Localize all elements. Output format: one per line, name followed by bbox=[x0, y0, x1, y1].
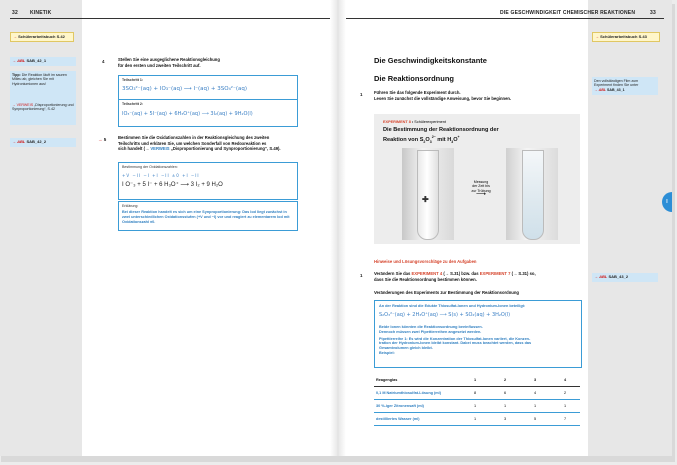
task-5-number: → 5 bbox=[98, 137, 107, 142]
reagents-table bbox=[374, 374, 580, 426]
film-hint-box[interactable]: Den vollständigen Film zum Experiment finden Sie unter → ABL SAB_43_1 bbox=[592, 77, 658, 95]
hints-heading: Hinweise und Lösungsvorschläge zu den Aufgaben bbox=[374, 259, 477, 264]
arrow-icon: → bbox=[12, 103, 16, 107]
arrow-icon: → bbox=[595, 34, 599, 39]
table-row: 0,1 M Natriumthiosulfat-Lösung (ml) 8 6 4 2 bbox=[374, 387, 580, 400]
arrow-icon: → bbox=[12, 58, 16, 63]
right-header-rule bbox=[346, 18, 664, 19]
section-title: Die Reaktionsordnung bbox=[374, 74, 455, 83]
task-1-text: Führen Sie das folgende Experiment durch. Lesen Sie zunächst die vollständige Anweisung, bevor Sie beginnen. bbox=[374, 90, 512, 101]
experiment-box: EXPERIMENT 8 • Schülerexperiment Die Bestimmung der Reaktionsordnung der Reaktion von $S_2O_3^{2-}$ mit $H_3O^+$ ✚ Messung der Zeit bis zur Trübung ⟶ bbox=[374, 114, 580, 244]
task-1b-number: 1 bbox=[360, 273, 363, 278]
arrow-right-icon: ⟶ bbox=[475, 191, 487, 199]
chapter-title: Die Geschwindigkeitskonstante bbox=[374, 56, 487, 65]
arrow-icon: → bbox=[98, 137, 103, 142]
verweis-box: → VERWEIS „Disproportionierung und Synproportionierung“, S.42 bbox=[10, 101, 76, 125]
solution-box: An der Reaktion sind die Edukte Thiosulfat-Ionen und Hydronium-Ionen beteiligt: S₂O₃²⁻(aq) + 2H₃O⁺(aq) ⟶ S(s) + SO₂(aq) + 3H₂O(l) Beide Ionen könnten die Reaktionsordnung beeinflussen. Dennoch müssen zwei Pipettierreihen angesetzt werden. Pipettierreihe 1: Es wird die Konzentration der Thiosulfat-Ionen variiert, die Konzen- tration der Hydronium-Ionen bleibt konstant. Dabei muss beachtet werden, dass das Gesamtvolumen gleich bleibt. Beispiel: bbox=[374, 300, 582, 368]
chapter-thumb-tab[interactable]: I bbox=[662, 192, 672, 212]
variation-heading: Veränderungen des Experiments zur Bestimmung der Reaktionsordnung bbox=[374, 290, 519, 295]
oxidationszahlen-box: Bestimmung der Oxidationszahlen: +V −II −I +I −II ±0 +I −II I O⁻₃ + 5 I⁻ + 6 H₃O⁺ ⟶ 3 I₂ + 9 H₂O bbox=[118, 162, 298, 200]
abl-link-1[interactable]: → ABL SAB_42_1 bbox=[10, 57, 76, 66]
teilschritt-box: Teilschritt 1: 3SO₃²⁻(aq) + IO₃⁻(aq) ⟶ I⁻(aq) + 3SO₄²⁻(aq) Teilschritt 2: IO₃⁻(aq) + 5I⁻(aq) + 6H₃O⁺(aq) ⟶ 3I₂(aq) + 9H₂O(l) bbox=[118, 75, 298, 127]
left-margin-column bbox=[0, 0, 82, 456]
table-header-row: Reagenglas 1 2 3 4 bbox=[374, 374, 580, 387]
schuelerarbeitsbuch-ref-left[interactable]: → Schülerarbeitsbuch S.42 bbox=[10, 32, 74, 42]
task-4-text: Stellen Sie eine ausgeglichene Reaktionsgleichung für den ersten und zweiten Teilschritt auf. bbox=[118, 57, 220, 68]
arrow-icon: → bbox=[12, 139, 16, 144]
arrow-icon: → bbox=[594, 87, 598, 92]
table-row: destilliertes Wasser (ml) 1 3 5 7 bbox=[374, 413, 580, 426]
erklaerung-box: Erklärung: Bei dieser Reaktion handelt es sich um eine Synproportionierung: Das Iod liegt zunächst in zwei unterschiedlichen Oxidationsstufen (+V und −I) vor und reagiert zu elementarem Iod mit Oxidationszahl ±0. bbox=[118, 201, 298, 231]
task-1-number: 1 bbox=[360, 92, 363, 97]
measurement-label: Messung der Zeit bis zur Trübung ⟶ bbox=[467, 180, 495, 198]
tipp-box: Tipp: Die Reaktion läuft im sauren Milieu ab, gleichen Sie mit Hydroniumionen aus! bbox=[10, 71, 76, 101]
right-margin-column bbox=[588, 0, 672, 456]
page-gutter bbox=[330, 0, 346, 456]
schuelerarbeitsbuch-ref-right[interactable]: → Schülerarbeitsbuch S.43 bbox=[592, 32, 660, 42]
task-1b-text: Verändern Sie das EXPERIMENT 4 (→ S.31) bzw. das EXPERIMENT 7 (→ S.31) so, dass Sie die Reaktionsordnung bestimmen können. bbox=[374, 271, 536, 282]
test-tube-right bbox=[522, 150, 544, 240]
cross-mark: ✚ bbox=[422, 195, 429, 204]
right-page-number: 33 bbox=[650, 10, 656, 16]
abl-link-2[interactable]: → ABL SAB_42_2 bbox=[10, 138, 76, 147]
left-running-head: KINETIK bbox=[30, 10, 52, 16]
table-row: 30 %-iger Zitronensaft (ml) 1 1 1 1 bbox=[374, 400, 580, 413]
abl-link-right-2[interactable]: → ABL SAB_43_2 bbox=[592, 273, 658, 282]
right-running-head: DIE GESCHWINDIGKEIT CHEMISCHER REAKTIONEN bbox=[500, 10, 636, 16]
arrow-icon: → bbox=[594, 274, 598, 279]
arrow-icon: → bbox=[13, 34, 17, 39]
left-header-rule bbox=[10, 18, 330, 19]
left-page-number: 32 bbox=[12, 10, 18, 16]
task-4-number: 4 bbox=[102, 59, 105, 64]
task-5-text: Bestimmen Sie die Oxidationszahlen in der Reaktionsgleichung des zweiten Teilschritts und erklären Sie, um welchen Sonderfall von Redoxreaktion es sich handelt (→ VERWEIS „Disproportionierung und Synproportionierung“, S.49). bbox=[118, 135, 281, 152]
